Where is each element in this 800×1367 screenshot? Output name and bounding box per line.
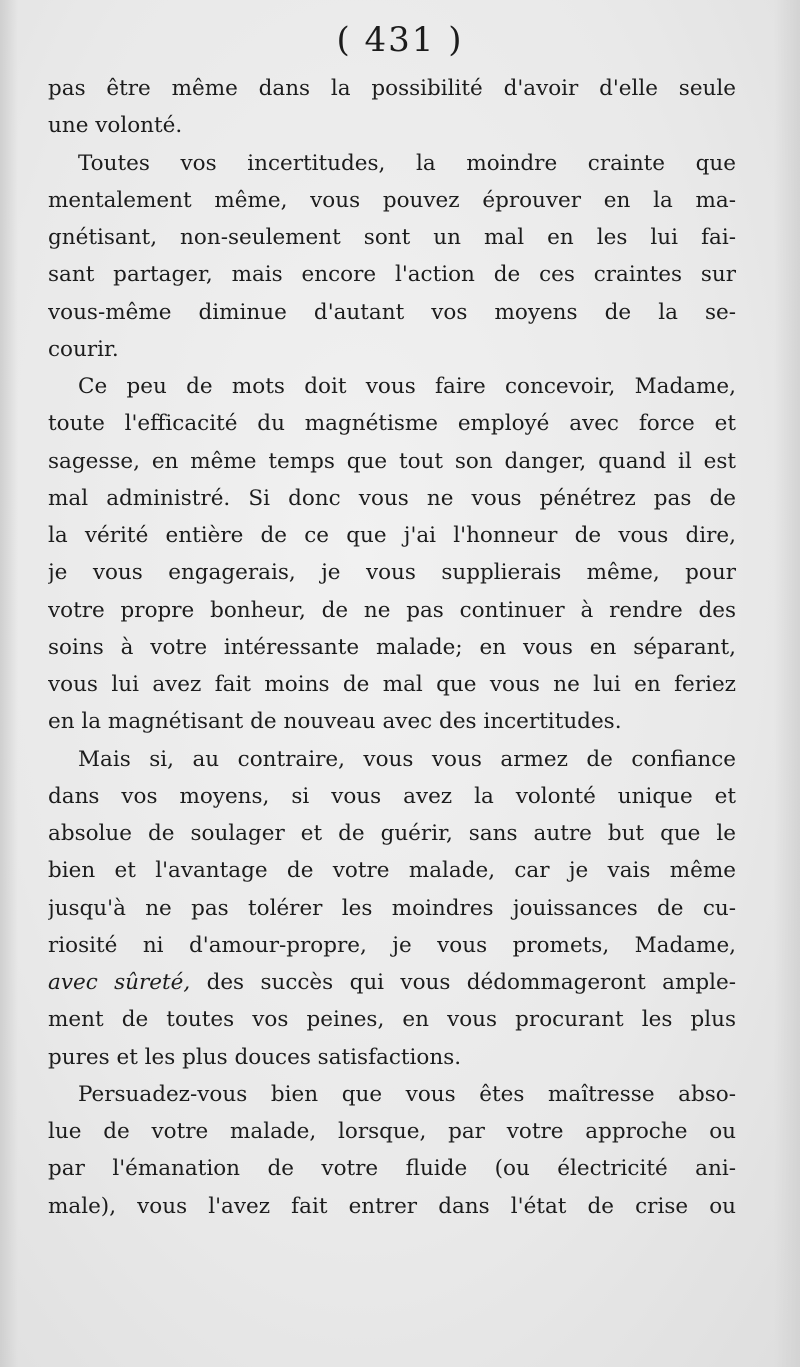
text-line: dans vos moyens, si vous avez la volonté unique et: [48, 783, 736, 809]
text-line: vous-même diminue d'autant vos moyens de la se-: [48, 299, 736, 325]
text-line: toute l'efficacité du magnétisme employé avec force et: [48, 411, 736, 437]
text-line: mentalement même, vous pouvez éprouver en la ma-: [48, 187, 736, 213]
text-line: en la magnétisant de nouveau avec des incertitudes.: [48, 709, 622, 735]
text-line: courir.: [48, 336, 119, 362]
page-shadow-left: [0, 0, 18, 1367]
text-line: [48, 964, 736, 1001]
text-line: ment de toutes vos peines, en vous procurant les plus: [48, 1007, 736, 1033]
text-line: par l'émanation de votre fluide (ou électricité ani-: [48, 1156, 736, 1182]
text-line: Persuadez-vous bien que vous êtes maîtresse abso-: [78, 1081, 736, 1107]
page-shadow-right: [774, 0, 800, 1367]
text-line: une volonté.: [48, 113, 183, 139]
text-line: soins à votre intéressante malade; en vous en séparant,: [48, 634, 736, 660]
page-number: ( 431 ): [336, 20, 464, 60]
text-line: male), vous l'avez fait entrer dans l'état de crise ou: [48, 1193, 736, 1219]
text-line: la vérité entière de ce que j'ai l'honneur de vous dire,: [48, 523, 736, 548]
italic-phrase: avec sûreté,: [48, 970, 191, 995]
text-line: absolue de soulager et de guérir, sans autre but que le: [48, 821, 736, 846]
text-line: Mais si, au contraire, vous vous armez de confiance: [78, 746, 736, 772]
text-line: jusqu'à ne pas tolérer les moindres jouissances de cu-: [48, 895, 736, 921]
body-text: [48, 70, 736, 1225]
text-line: lue de votre malade, lorsque, par votre approche ou: [48, 1119, 736, 1144]
text-line: pas être même dans la possibilité d'avoir d'elle seule: [48, 76, 736, 101]
text-line: Ce peu de mots doit vous faire concevoir, Madame,: [78, 374, 736, 399]
text-line: riosité ni d'amour-propre, je vous promets, Madame,: [48, 932, 736, 958]
line-text: des succès qui vous dédommageront ample-: [190, 970, 736, 995]
text-line: gnétisant, non-seulement sont un mal en les lui fai-: [48, 225, 736, 250]
text-line: je vous engagerais, je vous supplierais même, pour: [48, 560, 736, 586]
text-line: sant partager, mais encore l'action de ces craintes sur: [48, 262, 736, 288]
text-line: bien et l'avantage de votre malade, car je vais même: [48, 858, 736, 884]
text-line: mal administré. Si donc vous ne vous pénétrez pas de: [48, 485, 736, 511]
text-line: sagesse, en même temps que tout son danger, quand il est: [48, 448, 736, 474]
text-line: vous lui avez fait moins de mal que vous ne lui en feriez: [48, 672, 736, 697]
text-line: pures et les plus douces satisfactions.: [48, 1044, 462, 1070]
text-line: votre propre bonheur, de ne pas continuer à rendre des: [48, 597, 736, 623]
text-line: Toutes vos incertitudes, la moindre crainte que: [78, 150, 736, 176]
